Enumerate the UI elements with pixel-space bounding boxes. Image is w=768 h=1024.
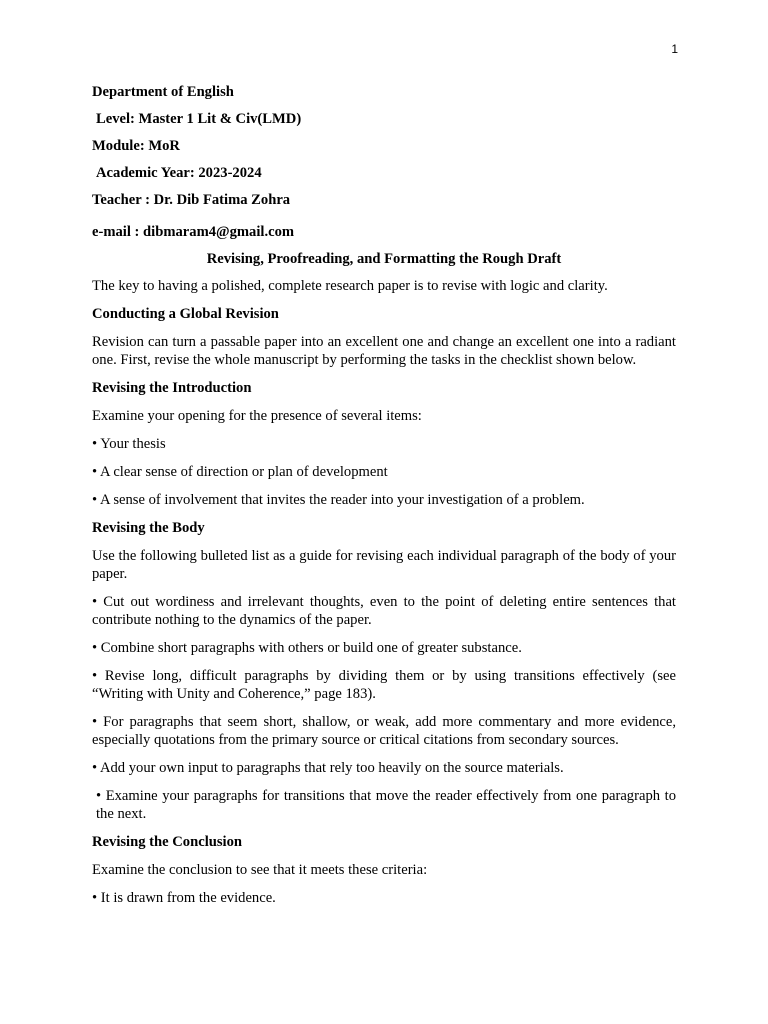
level-line: Level: Master 1 Lit & Civ(LMD) <box>96 111 302 127</box>
document-title: Revising, Proofreading, and Formatting the Rough Draft <box>206 251 562 267</box>
department-line: Department of English <box>92 84 234 100</box>
intro-paragraph: The key to having a polished, complete research paper is to revise with logic and clarity. <box>92 278 608 294</box>
academic-year-line: Academic Year: 2023-2024 <box>96 165 262 181</box>
conclusion-heading: Revising the Conclusion <box>92 834 243 850</box>
teacher-line: Teacher : Dr. Dib Fatima Zohra <box>92 192 291 208</box>
list-item: • Your thesis <box>92 436 166 452</box>
list-item: • It is drawn from the evidence. <box>92 890 276 906</box>
module-line: Module: MoR <box>92 138 180 154</box>
body-lead: Use the following bulleted list as a guide for revising each individual paragraph of the body of your paper. <box>92 548 676 582</box>
list-item: • For paragraphs that seem short, shallow, or weak, add more commentary and more evidence, especially quotations from the primary source or critical citations from secondary sources. <box>92 714 676 748</box>
list-item: • Revise long, difficult paragraphs by dividing them or by using transitions effectively (see “Writing with Unity and Coherence,” page 183). <box>92 668 676 702</box>
conclusion-lead: Examine the conclusion to see that it meets these criteria: <box>92 862 428 878</box>
global-revision-heading: Conducting a Global Revision <box>92 306 279 322</box>
list-item: • A sense of involvement that invites the reader into your investigation of a problem. <box>92 492 585 508</box>
document-body <box>92 83 676 917</box>
list-item: • Cut out wordiness and irrelevant thoughts, even to the point of deleting entire sentences that contribute nothing to the dynamics of the paper. <box>92 594 676 628</box>
list-item: • Examine your paragraphs for transitions that move the reader effectively from one paragraph to the next. <box>96 788 676 822</box>
list-item: • Combine short paragraphs with others or build one of greater substance. <box>92 640 522 656</box>
global-revision-paragraph: Revision can turn a passable paper into an excellent one and change an excellent one into a radiant one. First, revise the whole manuscript by performing the tasks in the checklist shown below. <box>92 334 676 368</box>
list-item: • Add your own input to paragraphs that rely too heavily on the source materials. <box>92 760 564 776</box>
body-heading: Revising the Body <box>92 520 205 536</box>
list-item: • A clear sense of direction or plan of development <box>92 464 388 480</box>
introduction-heading: Revising the Introduction <box>92 380 252 396</box>
page-number: 1 <box>671 42 678 56</box>
email-line: e-mail : dibmaram4@gmail.com <box>92 224 295 240</box>
introduction-lead: Examine your opening for the presence of several items: <box>92 408 422 424</box>
